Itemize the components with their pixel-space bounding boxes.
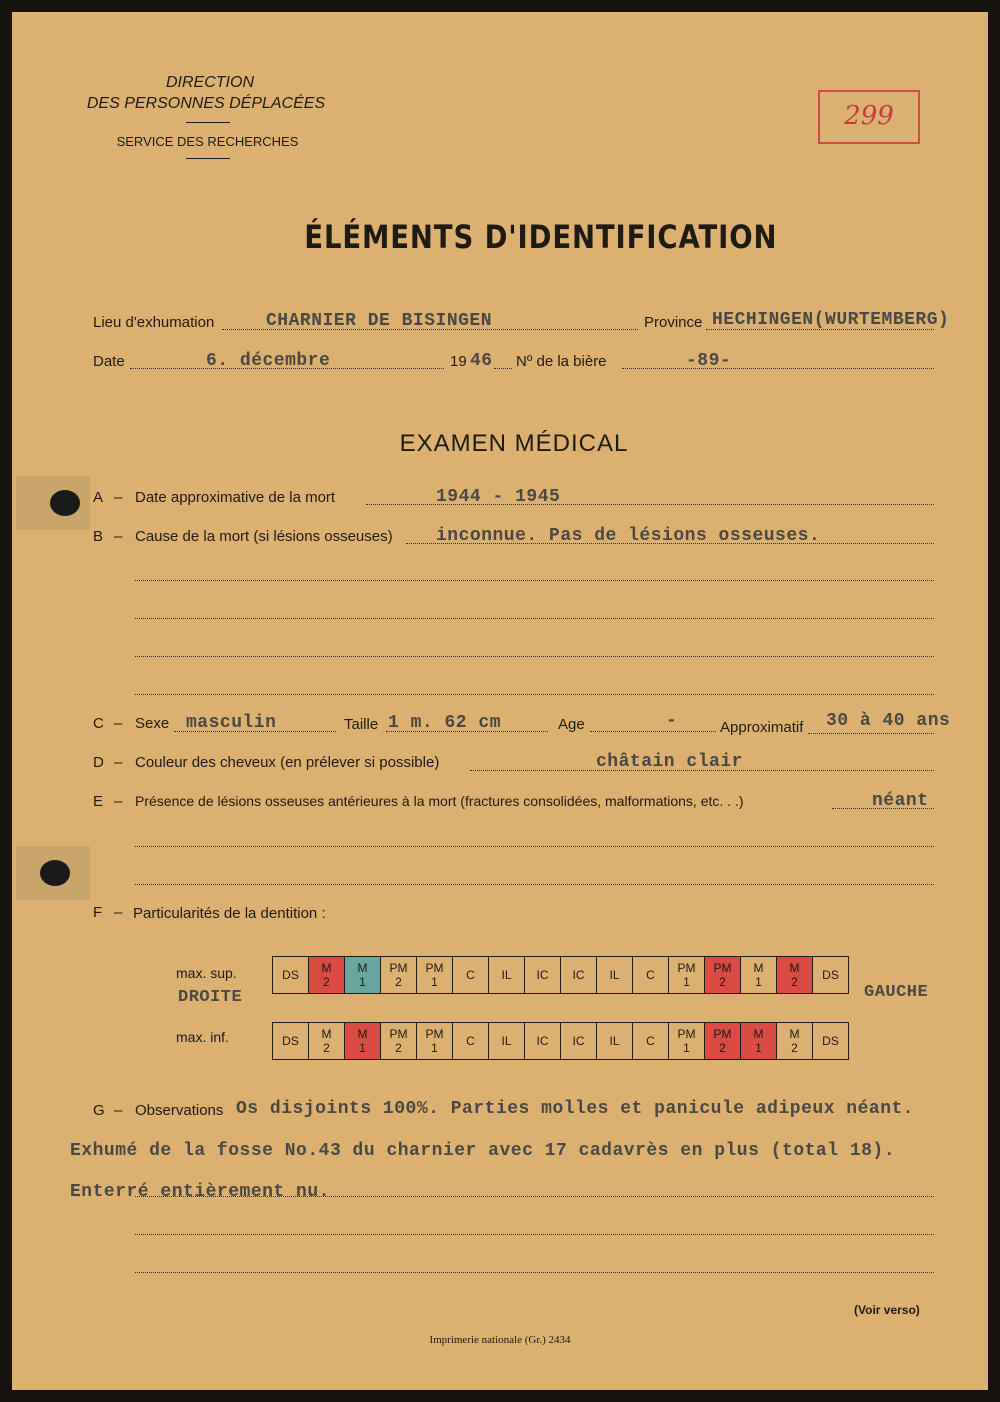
lieu-label: Lieu d'exhumation: [93, 314, 215, 331]
lower-tooth-cell: [705, 1023, 741, 1060]
year-prefix: 19: [450, 353, 467, 370]
observation-line-1: Os disjoints 100%. Parties molles et panicule adipeux néant.: [236, 1099, 915, 1119]
tooth-code: PM: [425, 1027, 444, 1041]
max-sup-label: max. sup.: [176, 965, 237, 981]
punch-hole-bottom: [40, 860, 70, 886]
field-e-letter: E: [93, 793, 104, 810]
lower-tooth-cell: [273, 1023, 309, 1060]
lower-tooth-cell: [453, 1023, 489, 1060]
upper-tooth-cell: [453, 957, 489, 994]
header-direction: DIRECTION: [166, 74, 254, 91]
age-dots: [590, 731, 716, 732]
tooth-number: 1: [755, 975, 762, 989]
tooth-code: DS: [282, 968, 299, 982]
field-a-label: Date approximative de la mort: [135, 489, 336, 506]
section-title: EXAMEN MÉDICAL: [399, 430, 629, 457]
upper-tooth-cell: [669, 957, 705, 994]
tooth-code: PM: [713, 961, 732, 975]
biere-value: -89-: [686, 351, 732, 371]
tooth-code: IL: [609, 1034, 620, 1048]
document-title: ÉLÉMENTS D'IDENTIFICATION: [304, 218, 778, 256]
tooth-code: DS: [282, 1034, 299, 1048]
upper-tooth-cell: [597, 957, 633, 994]
lower-tooth-cell: [309, 1023, 345, 1060]
tooth-number: 1: [431, 975, 438, 989]
tooth-number: 2: [791, 1041, 798, 1055]
tooth-number: 1: [683, 1041, 690, 1055]
header-personnes: DES PERSONNES DÉPLACÉES: [86, 95, 326, 112]
biere-dots: [622, 368, 934, 369]
lower-tooth-cell: [345, 1023, 381, 1060]
voir-verso: (Voir verso): [854, 1303, 920, 1317]
header-rule-1: [186, 122, 230, 123]
tooth-number: 2: [719, 1041, 726, 1055]
field-c-dash: –: [114, 715, 123, 732]
field-c-letter: C: [93, 715, 104, 732]
tooth-code: IC: [536, 968, 549, 982]
tooth-code: IC: [572, 1034, 585, 1048]
tooth-code: IC: [536, 1034, 549, 1048]
lower-tooth-cell: [561, 1023, 597, 1060]
age-label: Age: [558, 716, 585, 733]
lieu-value: CHARNIER DE BISINGEN: [266, 311, 493, 331]
tooth-code: C: [646, 968, 655, 982]
tooth-number: 2: [719, 975, 726, 989]
field-e-line-2: [135, 846, 934, 847]
field-b-label: Cause de la mort (si lésions osseuses): [135, 528, 393, 545]
field-a-letter: A: [93, 489, 104, 506]
tooth-code: IL: [609, 968, 620, 982]
biere-label: Nº de la bière: [516, 353, 607, 370]
tooth-code: M: [753, 1027, 764, 1041]
tooth-code: PM: [677, 1027, 696, 1041]
field-g-label: Observations: [135, 1102, 224, 1119]
field-e-line-3: [135, 884, 934, 885]
upper-tooth-cell: [705, 957, 741, 994]
tooth-code: M: [321, 1027, 332, 1041]
tooth-number: 1: [683, 975, 690, 989]
field-a-value: 1944 - 1945: [436, 487, 561, 507]
upper-tooth-cell: [633, 957, 669, 994]
tooth-number: 2: [323, 1041, 330, 1055]
date-label: Date: [93, 353, 125, 370]
observation-line-3: Enterré entièrement nu.: [70, 1182, 330, 1202]
tooth-code: PM: [389, 961, 408, 975]
upper-tooth-cell: [381, 957, 417, 994]
tooth-code: PM: [713, 1027, 732, 1041]
upper-tooth-cell: [309, 957, 345, 994]
header-service: SERVICE DES RECHERCHES: [116, 134, 299, 149]
tooth-number: 2: [395, 1041, 402, 1055]
field-e-dash: –: [114, 793, 123, 810]
observation-line-2: Exhumé de la fosse No.43 du charnier avec 17 cadavrès en plus (total 18).: [70, 1141, 896, 1161]
observation-rule-4: [135, 1234, 934, 1235]
lower-tooth-cell: [417, 1023, 453, 1060]
field-g-letter: G: [93, 1102, 105, 1119]
field-b-line-4: [135, 656, 934, 657]
age-value: -: [666, 711, 678, 731]
tooth-code: C: [466, 1034, 475, 1048]
sexe-value: masculin: [186, 713, 277, 733]
lower-tooth-cell: [633, 1023, 669, 1060]
tooth-code: PM: [677, 961, 696, 975]
approx-dots: [808, 733, 934, 734]
upper-tooth-cell: [777, 957, 813, 994]
tooth-number: 1: [755, 1041, 762, 1055]
tooth-code: M: [357, 1027, 368, 1041]
tooth-code: M: [789, 961, 800, 975]
tooth-code: C: [646, 1034, 655, 1048]
lower-tooth-cell: [489, 1023, 525, 1060]
upper-tooth-cell: [813, 957, 849, 994]
field-g-dash: –: [114, 1102, 123, 1119]
field-d-value: châtain clair: [596, 752, 743, 772]
approx-value: 30 à 40 ans: [826, 711, 951, 731]
tooth-code: M: [789, 1027, 800, 1041]
year-value: 46: [470, 351, 493, 371]
field-b-dash: –: [114, 528, 123, 545]
field-d-letter: D: [93, 754, 104, 771]
tooth-code: IC: [572, 968, 585, 982]
max-inf-label: max. inf.: [176, 1029, 229, 1045]
tooth-number: 1: [359, 1041, 366, 1055]
punch-hole-top: [50, 490, 80, 516]
sexe-label: Sexe: [135, 715, 170, 732]
header-rule-2: [186, 158, 230, 159]
lower-tooth-cell: [525, 1023, 561, 1060]
taille-label: Taille: [344, 716, 379, 733]
upper-tooth-cell: [741, 957, 777, 994]
province-value: HECHINGEN(WURTEMBERG): [712, 310, 950, 330]
field-b-value: inconnue. Pas de lésions osseuses.: [436, 526, 821, 546]
dentition-upper-row: [272, 956, 849, 994]
tooth-code: PM: [389, 1027, 408, 1041]
upper-tooth-cell: [417, 957, 453, 994]
printer-imprint: Imprimerie nationale (Gr.) 2434: [429, 1334, 571, 1346]
field-f-label: Particularités de la dentition :: [133, 905, 326, 922]
field-b-letter: B: [93, 528, 104, 545]
upper-tooth-cell: [561, 957, 597, 994]
field-d-dash: –: [114, 754, 123, 771]
field-b-line-2: [135, 580, 934, 581]
lower-tooth-cell: [813, 1023, 849, 1060]
province-label: Province: [644, 314, 703, 331]
lower-tooth-cell: [777, 1023, 813, 1060]
field-d-label: Couleur des cheveux (en prélever si possible): [135, 754, 440, 771]
field-b-line-5: [135, 694, 934, 695]
tooth-code: M: [321, 961, 332, 975]
tooth-number: 2: [323, 975, 330, 989]
tooth-code: IL: [501, 968, 512, 982]
tooth-number: 1: [359, 975, 366, 989]
taille-value: 1 m. 62 cm: [388, 713, 502, 733]
date-value: 6. décembre: [206, 351, 331, 371]
file-number-stamp: 299: [818, 90, 920, 144]
tooth-code: M: [357, 961, 368, 975]
year-dots: [494, 368, 512, 369]
tooth-code: PM: [425, 961, 444, 975]
lower-tooth-cell: [669, 1023, 705, 1060]
tooth-code: C: [466, 968, 475, 982]
approx-label: Approximatif: [720, 719, 804, 736]
droite-label: DROITE: [178, 988, 243, 1007]
tooth-number: 2: [791, 975, 798, 989]
tooth-code: IL: [501, 1034, 512, 1048]
tooth-code: DS: [822, 1034, 839, 1048]
field-f-dash: –: [114, 904, 123, 921]
tooth-number: 2: [395, 975, 402, 989]
gauche-label: GAUCHE: [864, 983, 929, 1002]
upper-tooth-cell: [525, 957, 561, 994]
lower-tooth-cell: [741, 1023, 777, 1060]
field-e-label: Présence de lésions osseuses antérieures à la mort (fractures consolidées, malformations, etc. . .): [135, 793, 744, 809]
upper-tooth-cell: [489, 957, 525, 994]
upper-tooth-cell: [273, 957, 309, 994]
lower-tooth-cell: [597, 1023, 633, 1060]
dentition-lower-row: [272, 1022, 849, 1060]
field-b-line-3: [135, 618, 934, 619]
field-f-letter: F: [93, 904, 103, 921]
field-a-dash: –: [114, 489, 123, 506]
tooth-number: 1: [431, 1041, 438, 1055]
field-e-value: néant: [872, 791, 929, 811]
upper-tooth-cell: [345, 957, 381, 994]
tooth-code: DS: [822, 968, 839, 982]
observation-rule-5: [135, 1272, 934, 1273]
tooth-code: M: [753, 961, 764, 975]
lower-tooth-cell: [381, 1023, 417, 1060]
